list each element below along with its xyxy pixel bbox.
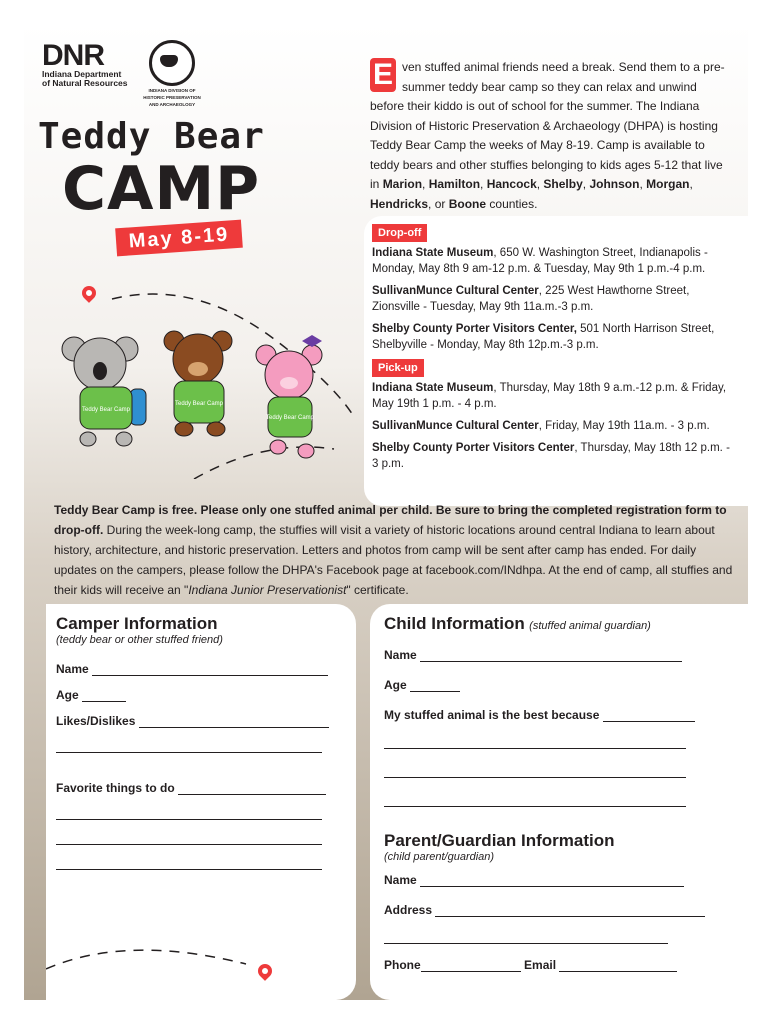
camper-likes-line[interactable] xyxy=(56,728,322,753)
camper-favorites-line[interactable] xyxy=(56,820,322,845)
child-best-line[interactable] xyxy=(384,778,686,807)
county: Shelby xyxy=(543,177,583,191)
parent-address-line[interactable] xyxy=(384,917,668,944)
intro-text: E ven stuffed animal friends need a break. Send them to a pre-summer teddy bear camp so they can relax and unwind before their kiddo is out of school for the summer. The Indiana Division of Historic Preservation & Archaeology (DHPA) is hosting Teddy Bear Camp the weeks of May 8-19. Camp is available to teddy bears and other stuffies belonging to kids ages 5-12 that live in Marion, Hamilton, Hancock, Shelby, Johnson, Morgan, Hendricks, or Boone counties. xyxy=(370,58,725,211)
info-body: During the week-long camp, the stuffies will visit a variety of historic locations around central Indiana to learn about history, architecture, and historic preservation. Letters and photos from camp will be sent after camp has ended. For daily updates on the campers, please follow the DHPA's Facebook page at facebook.com/INdhpa. At the end of camp, all stuffies and their kids will receive an " xyxy=(54,523,733,597)
dnr-logo-text: DNR xyxy=(42,39,104,72)
info-paragraph xyxy=(54,500,734,600)
intro-tail: counties. xyxy=(489,196,538,211)
title-camp: CAMP xyxy=(62,154,261,224)
child-name-field[interactable]: Name xyxy=(384,648,738,662)
camper-subheading: (teddy bear or other stuffed friend) xyxy=(56,634,223,646)
county: Hamilton xyxy=(428,177,481,191)
child-best-line[interactable] xyxy=(384,749,686,778)
pickup-location: Indiana State Museum, Thursday, May 18th 9 a.m.-12 p.m. & Friday, May 19th 1 p.m. - 4 p.m. xyxy=(372,382,727,410)
dnr-logo-line1: Indiana Department xyxy=(42,69,122,79)
dropoff-location: Indiana State Museum, 650 W. Washington Street, Indianapolis - Monday, May 8th 9 am-12 p.m. & Tuesday, May 9th 1 p.m.-4 p.m. xyxy=(372,247,708,275)
child-best-line[interactable] xyxy=(384,722,686,749)
parent-subheading: (child parent/guardian) xyxy=(384,851,495,863)
county: Hancock xyxy=(486,177,537,191)
dnr-logo xyxy=(42,39,128,88)
county: Marion xyxy=(382,177,423,191)
brown-bear-icon xyxy=(164,331,232,436)
camper-favorites-line[interactable] xyxy=(56,795,322,820)
pickup-location: Shelby County Porter Visitors Center, Thursday, May 18th 12 p.m. - 3 p.m. xyxy=(372,442,730,470)
camper-heading: Camper Information xyxy=(56,614,218,633)
info-end: " certificate. xyxy=(346,583,409,597)
camper-favorites-line[interactable] xyxy=(56,845,322,870)
shirt-text: Teddy Bear Camp xyxy=(265,415,315,421)
bears-illustration xyxy=(44,279,354,479)
dropoff-location: SullivanMunce Cultural Center, 225 West Hawthorne Street, Zionsville - Tuesday, May 9th 11a.m.-3 p.m. xyxy=(372,285,690,313)
parent-heading: Parent/Guardian Information xyxy=(384,831,615,850)
dnr-logo-line2: of Natural Resources xyxy=(42,78,128,88)
camper-likes-field[interactable]: Likes/Dislikes xyxy=(56,714,346,728)
dashed-path-icon xyxy=(46,924,346,994)
intro-body: ven stuffed animal friends need a break. Send them to a pre-summer teddy bear camp so they can relax and unwind before their kiddo is out of school for the summer. The Indiana Division of Historic Preservation & Archaeology (DHPA) is hosting Teddy Bear Camp the weeks of May 8-19. Camp is available to teddy bears and other stuffies belonging to kids ages 5-12 that live in xyxy=(370,60,725,191)
pickup-label: Pick-up xyxy=(372,359,424,377)
child-subheading: (stuffed animal guardian) xyxy=(529,620,651,632)
pickup-location: SullivanMunce Cultural Center, Friday, May 19th 11a.m. - 3 p.m. xyxy=(372,420,710,432)
title-teddy-bear: Teddy Bear xyxy=(38,116,265,157)
intro-or: or xyxy=(434,196,446,211)
dhpa-line2: HISTORIC PRESERVATION xyxy=(143,95,201,100)
dhpa-logo xyxy=(142,40,202,107)
dates-banner: May 8-19 xyxy=(115,220,243,257)
parent-phone-email-field[interactable]: Phone Email xyxy=(384,958,738,972)
info-bold: Teddy Bear Camp is free. Please only one stuffed animal per child. Be sure to bring the completed registration form to drop-off. xyxy=(54,503,727,537)
dhpa-line3: AND ARCHAEOLOGY xyxy=(148,102,196,107)
dhpa-seal-icon xyxy=(149,40,195,86)
registration-flyer xyxy=(24,24,748,1000)
child-parent-panel xyxy=(370,604,748,1000)
county: Boone xyxy=(448,196,487,211)
parent-address-field[interactable]: Address xyxy=(384,903,738,917)
child-heading: Child Information xyxy=(384,614,525,633)
camper-favorites-field[interactable]: Favorite things to do xyxy=(56,781,346,795)
pink-bear-icon xyxy=(256,335,322,458)
dhpa-line1: INDIANA DIVISION OF xyxy=(148,88,196,93)
child-heading-row xyxy=(384,614,738,634)
camper-info-panel xyxy=(46,604,356,1000)
info-italic: Indiana Junior Preservationist xyxy=(188,583,347,597)
drop-cap: E xyxy=(370,58,396,92)
parent-name-field[interactable]: Name xyxy=(384,873,738,887)
camper-age-field[interactable]: Age xyxy=(56,688,346,702)
child-best-field[interactable]: My stuffed animal is the best because xyxy=(384,708,738,722)
shirt-text: Teddy Bear Camp xyxy=(174,401,224,407)
dropoff-location: Shelby County Porter Visitors Center, 501 North Harrison Street, Shelbyville - Monday, May 8th 12p.m.-3 p.m. xyxy=(372,323,715,351)
koala-icon xyxy=(62,337,146,446)
shirt-text: Teddy Bear Camp xyxy=(81,407,131,413)
county: Johnson xyxy=(589,177,640,191)
county: Hendricks xyxy=(370,196,429,211)
county: Morgan xyxy=(646,177,690,191)
schedule-panel xyxy=(364,216,748,506)
dropoff-label: Drop-off xyxy=(372,224,427,242)
child-age-field[interactable]: Age xyxy=(384,678,738,692)
camper-name-field[interactable]: Name xyxy=(56,662,346,676)
